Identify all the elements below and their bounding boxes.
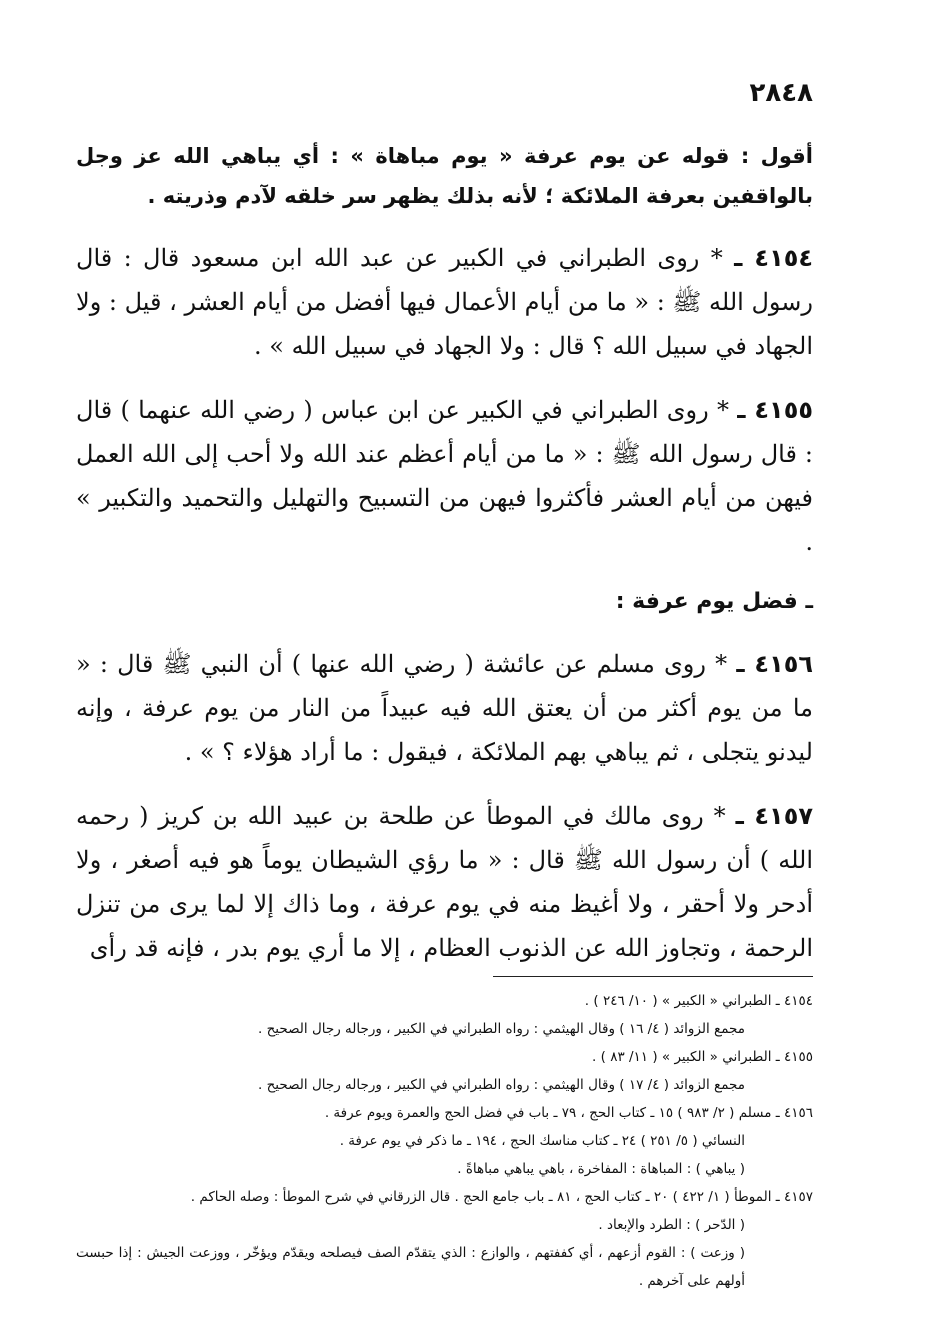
hadith-text: * روى مسلم عن عائشة ( رضي الله عنها ) أن النبي ﷺ قال : « ما من يوم أكثر من أن يعتق الله فيه عبيداً من النار من يوم عرفة ، وإنه ليدنو يتجلى ، ثم يباهي بهم الملائكة ، فيقول : ما أراد هؤلاء ؟ » . [76,650,813,766]
footnote: ٤١٥٤ ـ الطبراني « الكبير » ( ١٠/ ٢٤٦ ) . [584,993,813,1009]
footnote-divider [493,976,813,977]
page-number: ٢٨٤٨ [749,78,813,108]
hadith-number: ٤١٥٤ ـ [734,244,814,272]
hadith-number: ٤١٥٧ ـ [735,802,813,830]
footnote: ٤١٥٦ ـ مسلم ( ٢/ ٩٨٣ ) ١٥ ـ كتاب الحج ، ٧٩ ـ باب في فضل الحج والعمرة ويوم عرفة . [324,1105,813,1121]
intro-paragraph: أقول : قوله عن يوم عرفة « يوم مباهاة » : أي يباهي الله عز وجل بالواقفين بعرفة الملائكة ؛ لأنه بذلك يظهر سر خلقه لآدم وذريته . [76,144,813,208]
section-heading: ـ فضل يوم عرفة : [615,589,813,614]
hadith-4156 [76,642,813,774]
footnote: النسائي ( ٥/ ٢٥١ ) ٢٤ ـ كتاب مناسك الحج ، ١٩٤ ـ ما ذكر في يوم عرفة . [339,1133,745,1149]
footnote: ( وزعت ) : القوم أزعهم ، أي كففتهم ، والوازع : الذي يتقدّم الصف فيصلحه ويقدّم ويؤخّر ، ووزعت الجيش : إذا حبست أولهم على آخرهم . [76,1245,745,1289]
hadith-text: * روى مالك في الموطأ عن طلحة بن عبيد الله بن كريز ( رحمه الله ) أن رسول الله ﷺ قال : « ما رؤي الشيطان يوماً هو فيه أصغر ، ولا أدحر ولا أحقر ، ولا أغيظ منه في يوم عرفة ، وما ذاك إلا لما يرى من تنزل الرحمة ، وتجاوز الله عن الذنوب العظام ، إلا ما أري يوم بدر ، فإنه قد رأى [76,802,814,962]
footnote: ٤١٥٥ ـ الطبراني « الكبير » ( ١١/ ٨٣ ) . [592,1049,813,1065]
footnote: مجمع الزوائد ( ٤/ ١٧ ) وقال الهيثمي : رواه الطبراني في الكبير ، ورجاله رجال الصحيح . [258,1077,745,1093]
footnotes [76,987,813,1295]
hadith-4155 [76,388,813,564]
footnote: ( يباهي ) : المباهاة : المفاخرة ، باهي يباهي مباهاةً . [457,1161,745,1177]
hadith-text: * روى الطبراني في الكبير عن عبد الله ابن مسعود قال : قال رسول الله ﷺ : « ما من أيام الأعمال فيها أفضل من أيام العشر ، قيل : ولا الجهاد في سبيل الله ؟ قال : ولا الجهاد في سبيل الله » . [76,244,813,360]
footnote: ( الدّحر ) : الطرد والإبعاد . [598,1217,745,1233]
footnote: ٤١٥٧ ـ الموطأ ( ١/ ٤٢٢ ) ٢٠ ـ كتاب الحج ، ٨١ ـ باب جامع الحج . قال الزرقاني في شرح الموطأ : وصله الحاكم . [190,1189,813,1205]
hadith-text: * روى الطبراني في الكبير عن ابن عباس ( رضي الله عنهما ) قال : قال رسول الله ﷺ : « ما من أيام أعظم عند الله ولا أحب إلى الله العمل فيهن من أيام العشر فأكثروا فيهن من التسبيح والتهليل والتحميد والتكبير » . [76,396,813,556]
hadith-number: ٤١٥٦ ـ [736,650,814,678]
footnote: مجمع الزوائد ( ٤/ ١٦ ) وقال الهيثمي : رواه الطبراني في الكبير ، ورجاله رجال الصحيح . [258,1021,745,1037]
hadith-4154 [76,236,813,368]
hadith-4157 [76,794,813,970]
hadith-number: ٤١٥٥ ـ [737,396,813,424]
